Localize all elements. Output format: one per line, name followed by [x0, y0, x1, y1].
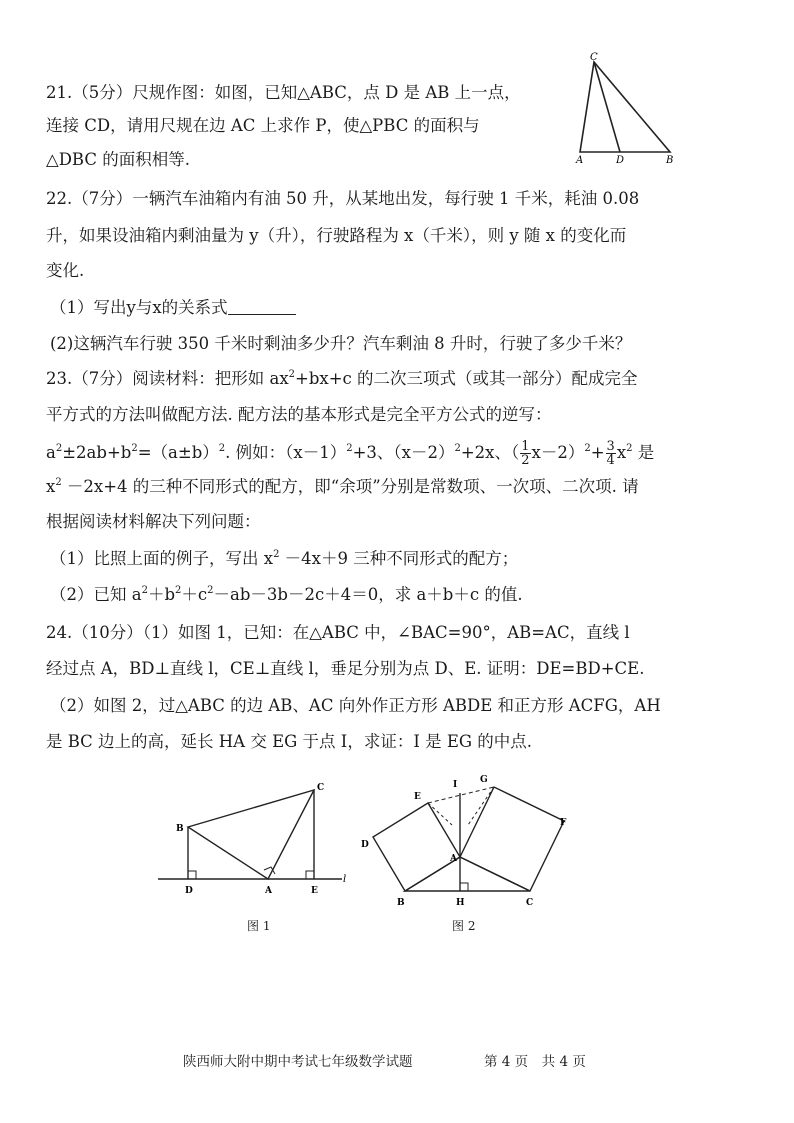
figure-1 [150, 770, 360, 900]
sup-2: 2 [454, 443, 461, 454]
label-f: F [560, 818, 567, 828]
q23-l3-c: =（a±b） [137, 443, 219, 462]
label-c: C [526, 898, 534, 908]
q24-line1: 24.（10分）（1）如图 1，已知：在△ABC 中，∠BAC=90°，AB=AC，直线 l [46, 623, 630, 642]
q23-l4-b: －2x+4 的三种不同形式的配方，即“余项”分别是常数项、一次项、二次项. 请 [61, 477, 639, 496]
aux-line-e [428, 803, 452, 825]
label-a: A [450, 854, 457, 864]
label-a: A [265, 886, 272, 896]
right-angle-e [306, 871, 314, 879]
figure-1-caption: 图 1 [247, 919, 271, 933]
label-a: A [576, 155, 584, 166]
fraction-one-half [520, 440, 530, 467]
figure-2-caption: 图 2 [452, 919, 476, 933]
figure-2 [350, 765, 580, 910]
q23-l3-a: a [46, 443, 56, 462]
q22-line1: 22.（7分）一辆汽车油箱内有油 50 升，从某地出发，每行驶 1 千米，耗油 0.08 [46, 189, 640, 208]
square-acfg [460, 787, 564, 891]
segment-eg [428, 787, 494, 803]
frac-num: 3 [606, 439, 615, 454]
q23-sub2-d: －ab－3b－2c＋4＝0，求 a＋b＋c 的值. [213, 585, 523, 604]
sup-2: 2 [346, 443, 353, 454]
label-e: E [311, 886, 318, 896]
footer-title: 陕西师大附中期中考试七年级数学试题 [183, 1054, 413, 1070]
frac-den: 4 [606, 453, 615, 468]
label-b: B [666, 155, 674, 166]
frac-den: 2 [521, 453, 530, 468]
q23-l3-b: ±2ab+b [62, 443, 132, 462]
sup-2: 2 [55, 443, 63, 454]
triangle-abc [580, 62, 670, 152]
q22-line2: 升，如果设油箱内剩油量为 y（升），行驶路程为 x（千米），则 y 随 x 的变化而 [46, 226, 627, 245]
q23-sub2-b: ＋b [147, 585, 176, 604]
q23-sub1-a: （1）比照上面的例子，写出 x [50, 549, 274, 568]
q23-line5: 根据阅读材料解决下列问题： [46, 512, 261, 531]
q22-sub1-text: （1）写出y与x的关系式 [50, 298, 228, 317]
q24-line2: 经过点 A，BD⊥直线 l，CE⊥直线 l，垂足分别为点 D、E. 证明：DE=BD+CE. [46, 659, 645, 678]
q21-line2: 连接 CD，请用尺规在边 AC 上求作 P，使△PBC 的面积与 [46, 116, 480, 135]
label-c: C [590, 52, 598, 63]
q23-l3-d: . 例如：（x－1） [225, 443, 347, 462]
label-d: D [616, 155, 625, 166]
q21-triangle-figure [570, 50, 690, 170]
q23-line1-b: +bx+c 的二次三项式（或其一部分）配成完全 [295, 369, 638, 388]
label-l: l [343, 874, 347, 885]
q23-l4-a: x [46, 477, 56, 496]
label-g: G [480, 775, 488, 785]
footer-page-number: 第 4 页 共 4 页 [484, 1054, 586, 1070]
q23-l3-i: x [616, 443, 627, 462]
q23-sub1 [50, 548, 518, 570]
label-e: E [414, 792, 421, 802]
q23-line3 [46, 440, 654, 467]
q22-sub2: (2)这辆汽车行驶 350 千米时剩油多少升？汽车剩油 8 升时，行驶了多少千米？ [50, 334, 632, 353]
sup-2: 2 [175, 585, 182, 596]
label-i: I [453, 780, 458, 790]
q23-line1-a: 23.（7分）阅读材料：把形如 ax [46, 369, 289, 388]
q22-sub1 [50, 297, 296, 319]
q23-line2: 平方式的方法叫做配方法. 配方法的基本形式是完全平方公式的逆写： [46, 405, 552, 424]
sup-2: 2 [55, 477, 62, 488]
sup-2: 2 [207, 585, 214, 596]
fraction-three-quarters [606, 440, 616, 467]
label-c: C [317, 783, 325, 793]
sup-2: 2 [288, 369, 296, 380]
sup-2: 2 [141, 585, 148, 596]
frac-num: 1 [521, 439, 530, 454]
q23-line4 [46, 476, 639, 498]
triangle-abc [188, 790, 314, 879]
q23-l3-j: 是 [632, 443, 655, 462]
sup-2: 2 [626, 443, 633, 454]
q21-line3: △DBC 的面积相等. [46, 150, 190, 169]
q21-line1: 21.（5分）尺规作图：如图，已知△ABC，点 D 是 AB 上一点， [46, 83, 521, 102]
q24-line4: 是 BC 边上的高，延长 HA 交 EG 于点 I，求证：I 是 EG 的中点. [46, 732, 533, 751]
sup-2: 2 [218, 443, 226, 454]
right-angle-d [188, 871, 196, 879]
q24-line3: （2）如图 2，过△ABC 的边 AB、AC 向外作正方形 ABDE 和正方形 ACFG，AH [50, 696, 661, 715]
q23-sub2-c: ＋c [181, 585, 208, 604]
q23-l3-f: +2x、（ [460, 443, 520, 462]
q23-sub1-b: －4x＋9 三种不同形式的配方； [279, 549, 519, 568]
q23-line1 [46, 368, 638, 390]
right-angle-h [460, 883, 468, 891]
q23-l3-e: +3、（x－2） [352, 443, 455, 462]
sup-2: 2 [584, 443, 591, 454]
label-d: D [185, 886, 193, 896]
q23-l3-h: + [590, 443, 605, 462]
segment-cd [594, 62, 620, 152]
square-abde [373, 803, 460, 891]
answer-blank [228, 300, 296, 315]
q23-sub2-a: （2）已知 a [50, 585, 142, 604]
q23-sub2 [50, 584, 523, 606]
label-d: D [361, 840, 369, 850]
sup-2: 2 [131, 443, 138, 454]
label-b: B [176, 824, 184, 834]
q22-line3: 变化. [46, 261, 85, 280]
q23-l3-g: x－2） [531, 443, 585, 462]
sup-2: 2 [273, 549, 280, 560]
label-h: H [456, 898, 465, 908]
label-b: B [397, 898, 405, 908]
